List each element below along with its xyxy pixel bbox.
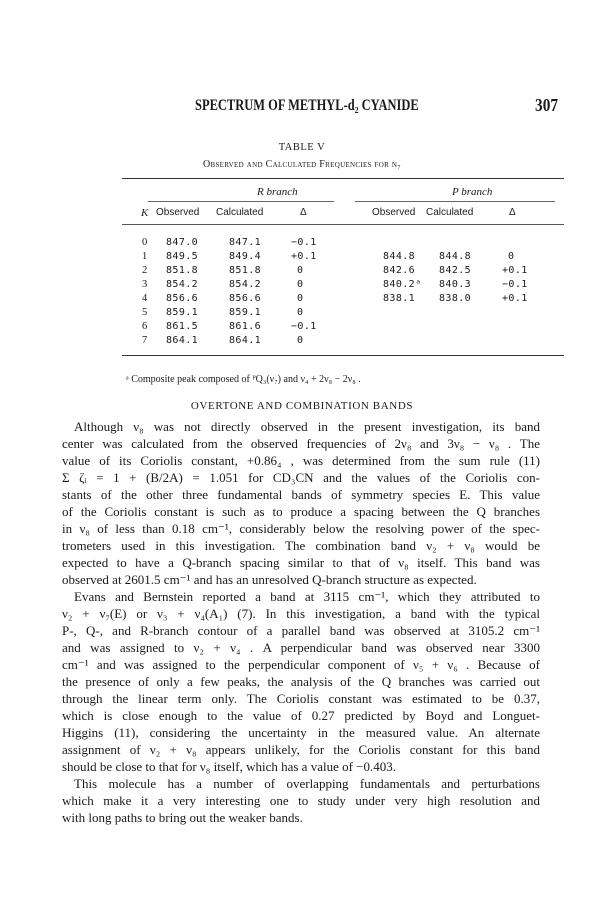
table-top-rule bbox=[122, 178, 564, 179]
body-line: expected to have a Q-branch spacing similar to that of ν₈ itself. This band was bbox=[62, 555, 540, 570]
body-line: Σ ζᵢ = 1 + (B/2A) = 1.051 for CD₃CN and the values of the Coriolis con- bbox=[62, 470, 540, 485]
running-head bbox=[195, 95, 558, 121]
r-branch-subrule bbox=[148, 201, 334, 202]
page: SPECTRUM OF METHYL-d₂ CYANIDE 307 TABLE V Observed and Calculated Frequencies for ν₇ R branch P branch K Observed Calculated Δ Observed Calculated Δ 0 847.0 847.1 −0.1 1 849.5 849.4 +0.1 844.8 844.8 0 2 851.8 851.8 0 842.6 842.5 +0.1 3 854.2 854.2 0 840.2ᵃ 840.3 −0.1 4 856.6 856.6 0 838.1 838.0 +0.1 5 859.1 859.1 0 6 861.5 861.6 −0.1 7 864.1 864.1 0 ᵃ Composite peak composed of ᴾQ₃(ν₇) and ν₄ + 2ν₈ − 2ν₈ . OVERTONE AND COMBINATION BANDS Although ν₈ was not directly observed in the present investigation, its band center was calculated from the observed frequencies of 2ν₈ and 3ν₈ − ν₈ . The value of its Coriolis constant, +0.86₄ , was determined from the sum rule (11) Σ ζᵢ = 1 + (B/2A) = 1.051 for CD₃CN and the values of the Coriolis con- stants of the other three fundamental bands of symmetry species E. This value of the Coriolis constant is such as to produce a spacing between the Q branches in ν₈ of less than 0.18 cm⁻¹, considerably below the resolving power of the spec- trometers used in this investigation. The combination band ν₂ + ν₈ would be expected to have a Q-branch spacing similar to that of ν₈ itself. This band was observed at 2601.5 cm⁻¹ and has an unresolved Q-branch structure as expected. Evans and Bernstein reported a band at 3115 cm⁻¹, which they attributed to ν₂ + ν₇(E) or ν₃ + ν₄(A₁) (7). In this investigation, a band with the typical P-, Q-, and R-branch contour of a parallel band was observed at 3105.2 cm⁻¹ and was assigned to ν₂ + ν₄ . A perpendicular band was observed near 3300 cm⁻¹ and was assigned to the perpendicular component of ν₅ + ν₆ . Because of the presence of only a few peaks, the analysis of the Q branches was carried out through the linear term only. The Coriolis constant was estimated to be 0.37, which is close enough to the value of 0.27 predicted by Boyd and Longuet- Higgins (11), considering the uncertainty in the measured value. An alternate assignment of ν₂ + ν₈ appears unlikely, for the Coriolis constant for this band should be close to that for ν₈ itself, which has a value of −0.403. This molecule has a number of overlapping fundamentals and perturbations which make it a very interesting one to study under very high resolution and with long paths to bring out the weaker bands. bbox=[0, 0, 604, 903]
r-branch-header: R branch bbox=[257, 186, 298, 198]
body-line: center was calculated from the observed frequencies of 2ν₈ and 3ν₈ − ν₈ . The bbox=[62, 436, 540, 451]
body-line: P-, Q-, and R-branch contour of a parallel band was observed at 3105.2 cm⁻¹ bbox=[62, 623, 540, 638]
body-line: stants of the other three fundamental bands of symmetry species E. This value bbox=[62, 487, 540, 502]
body-line: trometers used in this investigation. The combination band ν₂ + ν₈ would be bbox=[62, 538, 540, 553]
section-heading: OVERTONE AND COMBINATION BANDS bbox=[190, 400, 414, 412]
body-line: of the Coriolis constant is such as to produce a spacing between the Q branches bbox=[62, 504, 540, 519]
body-line: through the linear term only. The Coriolis constant was estimated to be 0.37, bbox=[62, 691, 540, 706]
body-line: in ν₈ of less than 0.18 cm⁻¹, considerably below the resolving power of the spec- bbox=[62, 521, 540, 536]
body-line: cm⁻¹ and was assigned to the perpendicular component of ν₅ + ν₆ . Because of bbox=[62, 657, 540, 672]
body-line: Higgins (11), considering the uncertainty in the measured value. An alternate bbox=[62, 725, 540, 740]
table-bottom-rule bbox=[122, 355, 564, 356]
p-branch-header: P branch bbox=[452, 186, 493, 198]
table-footnote: ᵃ Composite peak composed of ᴾQ₃(ν₇) and ν₄ + 2ν₈ − 2ν₈ . bbox=[126, 374, 361, 385]
body-line: Although ν₈ was not directly observed in the present investigation, its band bbox=[74, 419, 540, 434]
running-title: SPECTRUM OF METHYL-d₂ CYANIDE bbox=[195, 97, 419, 114]
table-caption: Observed and Calculated Frequencies for ν₇ bbox=[203, 159, 401, 170]
col-k-header: K bbox=[141, 207, 149, 219]
p-branch-subrule bbox=[355, 201, 555, 202]
body-line: should be close to that for ν₈ itself, which has a value of −0.403. bbox=[62, 759, 397, 774]
page-number: 307 bbox=[535, 95, 558, 115]
table-label: TABLE V bbox=[278, 142, 326, 153]
col-r-delta-header: Δ bbox=[300, 207, 307, 218]
col-r-observed-header: Observed bbox=[156, 207, 200, 218]
body-line: This molecule has a number of overlapping fundamentals and perturbations bbox=[74, 776, 540, 791]
body-line: with long paths to bring out the weaker bands. bbox=[62, 810, 303, 825]
col-p-calculated-header: Calculated bbox=[426, 207, 474, 218]
body-line: Evans and Bernstein reported a band at 3115 cm⁻¹, which they attributed to bbox=[74, 589, 540, 604]
body-line: the presence of only a few peaks, the analysis of the Q branches was carried out bbox=[62, 674, 540, 689]
body-line: value of its Coriolis constant, +0.86₄ , was determined from the sum rule (11) bbox=[62, 453, 540, 468]
body-line: and was assigned to ν₂ + ν₄ . A perpendicular band was observed near 3300 bbox=[62, 640, 540, 655]
table-header-rule bbox=[122, 224, 564, 225]
col-p-observed-header: Observed bbox=[372, 207, 416, 218]
body-text bbox=[62, 418, 540, 826]
body-line: assignment of ν₂ + ν₈ appears unlikely, for the Coriolis constant for this band bbox=[62, 742, 540, 757]
body-line: observed at 2601.5 cm⁻¹ and has an unresolved Q-branch structure as expected. bbox=[62, 572, 477, 587]
body-line: which make it a very interesting one to study under very high resolution and bbox=[62, 793, 540, 808]
body-line: ν₂ + ν₇(E) or ν₃ + ν₄(A₁) (7). In this investigation, a band with the typical bbox=[62, 606, 540, 621]
col-r-calculated-header: Calculated bbox=[216, 207, 264, 218]
body-line: which is close enough to the value of 0.27 predicted by Boyd and Longuet- bbox=[62, 708, 540, 723]
col-p-delta-header: Δ bbox=[509, 207, 516, 218]
